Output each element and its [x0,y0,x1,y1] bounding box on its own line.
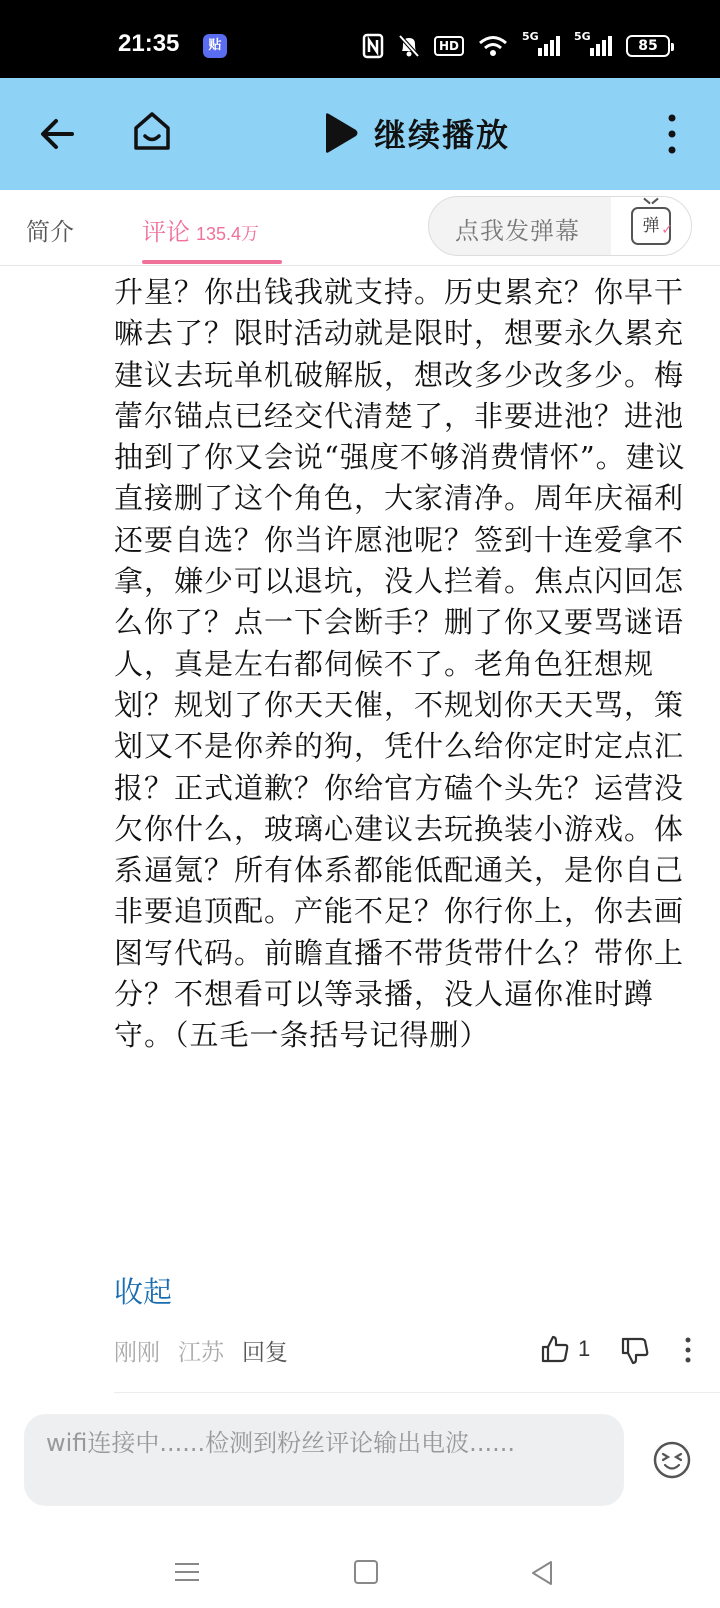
home-icon[interactable] [128,108,176,156]
resume-play-button[interactable] [320,108,510,158]
more-vertical-icon[interactable] [664,112,680,156]
back-triangle-icon[interactable] [530,1560,554,1586]
mute-bell-icon [398,33,420,59]
system-nav-bar [0,1532,720,1608]
back-arrow-icon[interactable] [36,112,80,156]
tab-comments-label: 评论 [142,218,190,246]
status-bar [0,0,720,78]
check-icon: ✓ [661,222,673,238]
tab-comments-count: 135.4万 [196,224,260,244]
danmaku-tv-icon: 弹 ✓ [631,207,671,245]
recent-apps-icon[interactable] [174,1562,200,1582]
comment-input-area [0,1402,720,1532]
tab-comments[interactable] [142,212,259,247]
battery-icon: 85 [626,35,670,57]
app-header [0,78,720,190]
divider [114,1392,720,1393]
danmaku-toggle-button[interactable] [611,197,691,255]
reply-button[interactable]: 回复 [242,1340,288,1366]
emoji-icon[interactable] [652,1440,692,1480]
danmaku-placeholder: 点我发弹幕 [455,217,580,245]
collapse-link[interactable]: 收起 [114,1275,173,1309]
thumbs-down-icon[interactable] [620,1336,650,1366]
play-icon [320,111,360,155]
wifi-icon [478,35,508,57]
tab-intro[interactable]: 简介 [26,218,74,246]
status-icons [362,32,670,60]
danmaku-input[interactable] [428,196,692,256]
like-button[interactable] [540,1334,590,1364]
comment-input[interactable]: wifi连接中......检测到粉丝评论输出电波...... [24,1414,624,1506]
comment-meta [114,1334,288,1367]
signal-2-icon: 5G [574,36,612,56]
like-count: 1 [578,1336,591,1361]
hd-voice-icon: HD [434,36,464,56]
nfc-icon [362,33,384,59]
comment-time: 刚刚 [114,1340,160,1366]
resume-play-label: 继续播放 [374,116,511,154]
comment-location: 江苏 [178,1340,224,1366]
signal-1-icon: 5G [522,36,560,56]
tieba-notification-icon: 贴 [203,34,227,58]
status-time: 21:35 [118,30,180,57]
comment-text: 升星？你出钱我就支持。历史累充？你早干嘛去了？限时活动就是限时，想要永久累充建议去玩单机破解版，想改多少改多少。梅蕾尔锚点已经交代清楚了，非要进池？进池抽到了你又会说“强度不够消费情怀”。建议直接删了这个角色，大家清净。周年庆福利还要自选？你当许愿池呢？签到十连爱拿不拿，嫌少可以退坑，没人拦着。焦点闪回怎么你了？点一下会断手？删了你又要骂谜语人，真是左右都伺候不了。老角色狂想规划？规划了你天天催，不规划你天天骂，策划又不是你养的狗，凭什么给你定时定点汇报？正式道歉？你给官方磕个头先？运营没欠你什么，玻璃心建议去玩换装小游戏。体系逼氪？所有体系都能低配通关，是你自己非要追顶配。产能不足？你行你上，你去画图写代码。前瞻直播不带货带什么？带你上分？不想看可以等录播，没人逼你准时蹲守。（五毛一条括号记得删） [114,275,686,1053]
tab-bar [0,190,720,266]
thumbs-up-icon [540,1334,570,1364]
home-square-icon[interactable] [354,1560,378,1584]
active-tab-indicator [142,260,282,264]
comment-more-icon[interactable] [684,1336,692,1364]
